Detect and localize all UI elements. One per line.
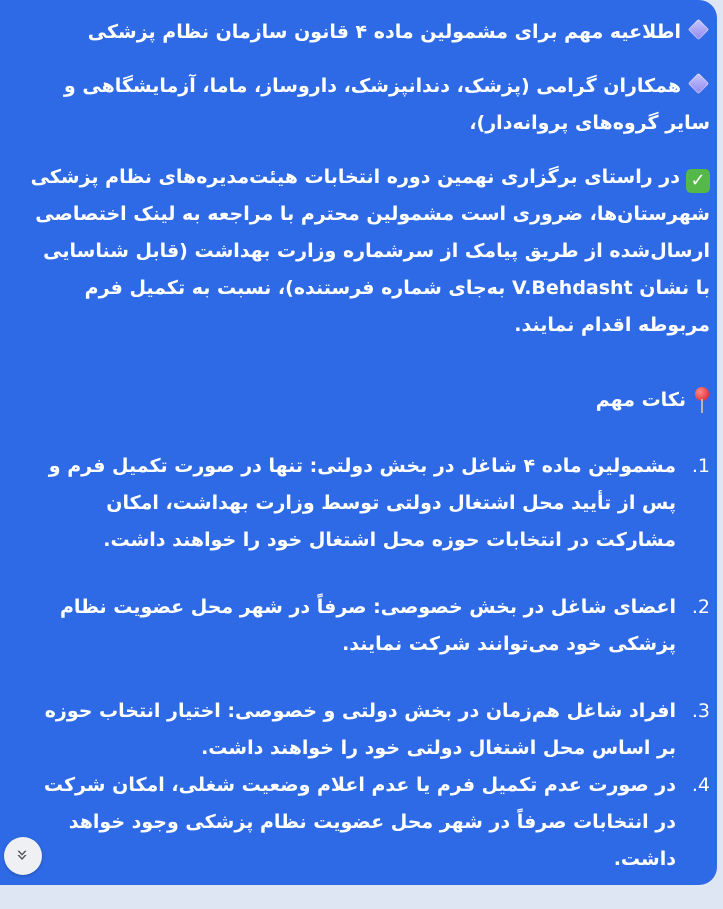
note-item-2 (28, 589, 710, 663)
message-heading: اطلاعیه مهم برای مشمولین ماده ۴ قانون سازمان نظام پزشکی (87, 21, 681, 43)
sender-id: V.Behdasht (511, 277, 633, 299)
round-pushpin-icon (694, 387, 710, 413)
message-salutation: همکاران گرامی (پزشک، دندانپزشک، داروساز، ماما، آزمایشگاهی و سایر گروه‌های پروانه‌دار)، (63, 75, 710, 134)
double-chevron-down-icon: » (11, 848, 35, 862)
note-text: در صورت عدم تکمیل فرم یا عدم اعلام وضعیت شغلی، امکان شرکت در انتخابات صرفاً در شهر محل عضویت نظام پزشکی وجود خواهد داشت. (43, 774, 676, 870)
notes-title-paragraph (28, 382, 710, 419)
body-paragraph (28, 159, 710, 344)
small-blue-diamond-icon (688, 19, 709, 40)
note-text: افراد شاغل هم‌زمان در بخش دولتی و خصوصی: اختیار انتخاب حوزه بر اساس محل اشتغال دولتی خود را خواهند داشت. (44, 700, 676, 759)
body-text-part1: در راستای برگزاری نهمین دوره انتخابات هیئت‌مدیره‌های نظام پزشکی شهرستان‌ها، ضروری است مشمولین محترم با مراجعه به لینک اختصاصی ارسال‌شده از طریق پیامک از سرشماره وزارت بهداشت (قابل شناسایی با نشان (30, 166, 710, 299)
body-text-part2: به‌جای شماره فرستنده)، نسبت به تکمیل فرم مربوطه اقدام نمایند. (84, 277, 710, 336)
note-text: اعضای شاغل در بخش خصوصی: صرفاً در شهر محل عضویت نظام پزشکی خود می‌توانند شرکت نمایند. (59, 596, 676, 655)
salutation-paragraph (28, 68, 710, 142)
note-number: 4. (691, 774, 710, 796)
scroll-to-bottom-button[interactable] (4, 837, 42, 875)
note-text: مشمولین ماده ۴ شاغل در بخش دولتی: تنها در صورت تکمیل فرم و پس از تأیید محل اشتغال دولتی توسط وزارت بهداشت، امکان مشارکت در انتخابات حوزه محل اشتغال خود را خواهند داشت. (48, 455, 676, 551)
notes-title: نکات مهم (595, 389, 686, 411)
note-item-1 (28, 448, 710, 559)
message-content (28, 14, 710, 878)
notes-list (28, 448, 710, 878)
note-number: 2. (691, 596, 710, 618)
note-number: 1. (691, 455, 710, 477)
check-mark-button-icon: ✓ (686, 169, 710, 193)
heading-paragraph (28, 14, 710, 51)
note-item-3 (28, 693, 710, 767)
note-number: 3. (691, 700, 710, 722)
small-blue-diamond-icon (688, 73, 709, 94)
chat-background (0, 896, 723, 909)
note-item-4 (28, 767, 710, 878)
